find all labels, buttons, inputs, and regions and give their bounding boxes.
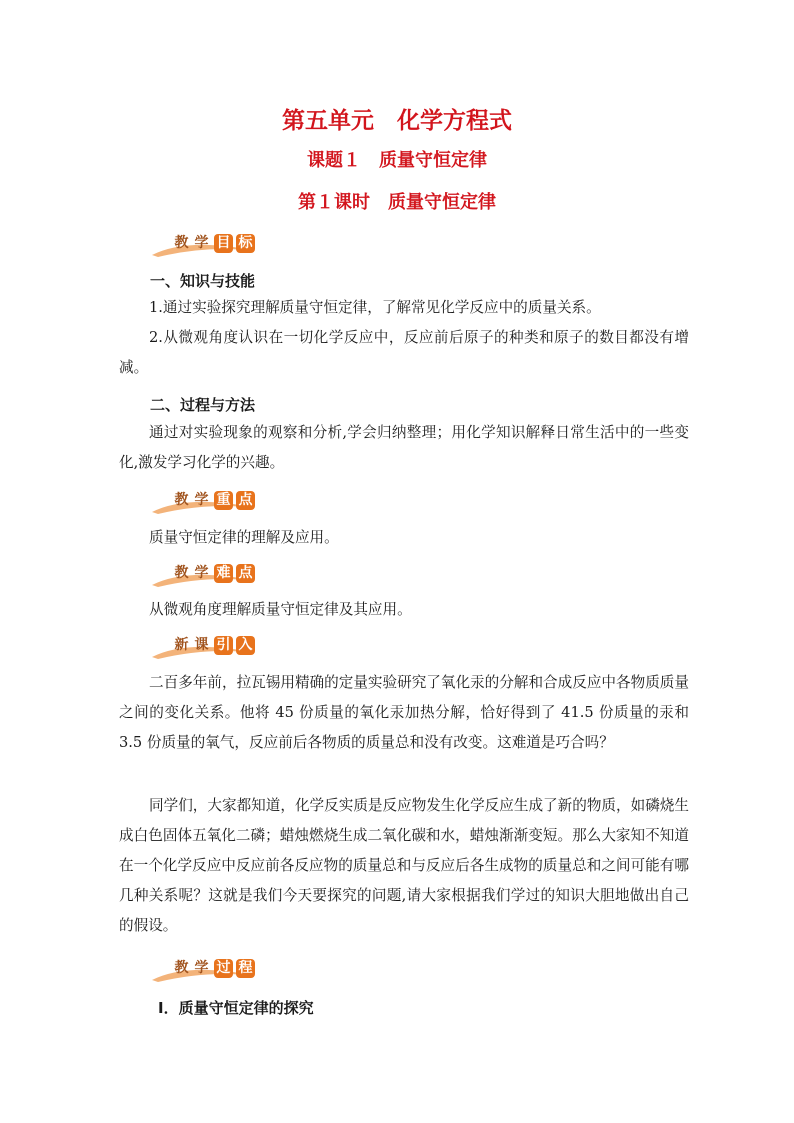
badge-char: 入 [236,636,255,655]
objective-paragraph-2: 2.从微观角度认识在一切化学反应中，反应前后原子的种类和原子的数目都没有增减。 [119,329,689,376]
badge-char: 点 [236,491,255,510]
objective-paragraph-3: 通过对实验现象的观察和分析,学会归纳整理；用化学知识解释日常生活中的一些变化,激发学习化学的兴趣。 [119,424,689,471]
unit-title: 第五单元 化学方程式 [282,108,512,134]
badge-char: 学 [194,492,209,508]
section-badge-keypoints [148,488,260,516]
badge-char: 程 [236,959,255,978]
badge-char: 过 [214,959,233,978]
badge-char: 重 [214,491,233,510]
period-title: 第１课时 质量守恒定律 [298,192,496,213]
badge-char: 教 [174,960,189,976]
section-badge-difficulties [148,561,260,589]
difficulties-paragraph: 从微观角度理解质量守恒定律及其应用。 [149,601,412,618]
badge-char: 教 [174,492,189,508]
badge-char: 难 [214,564,233,583]
badge-char: 教 [174,235,189,251]
badge-char: 学 [194,960,209,976]
section-badge-intro [148,633,260,661]
badge-char: 学 [194,235,209,251]
keypoints-paragraph: 质量守恒定律的理解及应用。 [149,529,339,546]
badge-char: 点 [236,564,255,583]
badge-char: 目 [214,234,233,253]
lesson-title: 课题１ 质量守恒定律 [307,150,487,171]
badge-char: 标 [236,234,255,253]
badge-char: 课 [194,637,209,653]
heading-conservation-exploration: Ⅰ．质量守恒定律的探究 [158,999,314,1017]
badge-char: 学 [194,565,209,581]
intro-paragraph-1: 二百多年前，拉瓦锡用精确的定量实验研究了氧化汞的分解和合成反应中各物质质量之间的变化关系。他将 45 份质量的氧化汞加热分解，恰好得到了 41.5 份质量的汞和 3.5 份质量的氧气，反应前后各物质的质量总和没有改变。这难道是巧合吗？ [119,674,689,751]
section-badge-objectives [148,231,260,259]
badge-char: 教 [174,565,189,581]
intro-paragraph-2: 同学们，大家都知道，化学反实质是反应物发生化学反应生成了新的物质，如磷烧生成白色固体五氧化二磷；蜡烛燃烧生成二氧化碳和水，蜡烛渐渐变短。那么大家知不知道在一个化学反应中反应前各反应物的质量总和与反应后各生成物的质量总和之间可能有哪几种关系呢？这就是我们今天要探究的问题,请大家根据我们学过的知识大胆地做出自己的假设。 [119,797,689,934]
objective-paragraph-1: 1.通过实验探究理解质量守恒定律，了解常见化学反应中的质量关系。 [149,299,601,316]
heading-knowledge-skills: 一、知识与技能 [150,272,256,290]
badge-char: 引 [214,636,233,655]
section-badge-process [148,956,260,984]
badge-char: 新 [174,637,189,653]
heading-process-method: 二、过程与方法 [150,396,256,414]
